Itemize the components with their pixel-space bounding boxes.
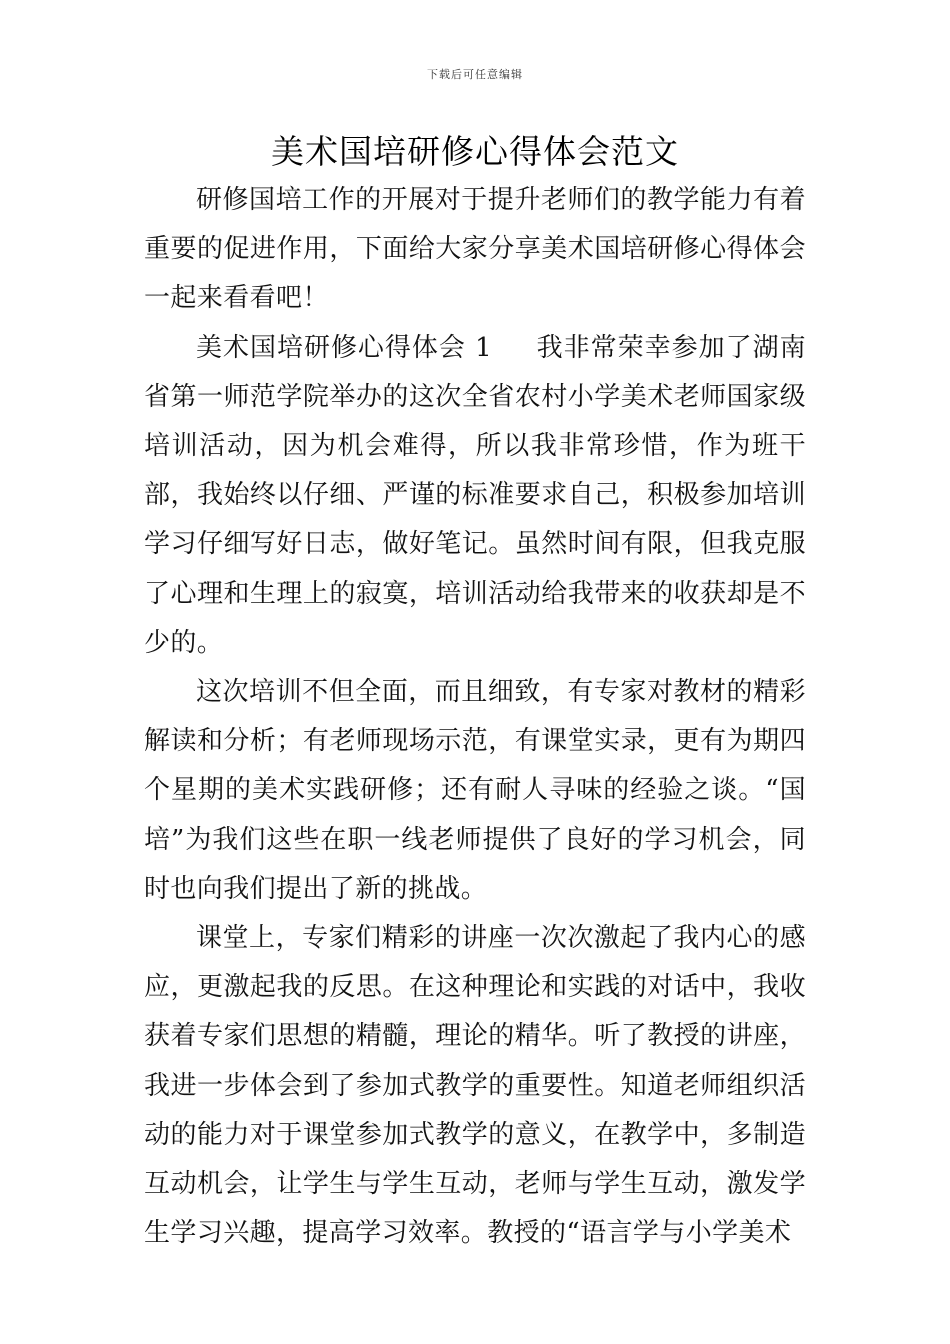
- section-1-paragraph: [144, 324, 806, 668]
- document-body: [144, 176, 806, 1258]
- intro-paragraph: 研修国培工作的开展对于提升老师们的教学能力有着重要的促进作用，下面给大家分享美术国培研修心得体会一起来看看吧！: [144, 185, 806, 314]
- body-paragraph-2: 这次培训不但全面，而且细致，有专家对教材的精彩解读和分析；有老师现场示范，有课堂实录，更有为期四个星期的美术实践研修；还有耐人寻味的经验之谈。“国培”为我们这些在职一线老师提供了良好的学习机会，同时也向我们提出了新的挑战。: [144, 677, 806, 904]
- body-paragraph-3: 课堂上，专家们精彩的讲座一次次激起了我内心的感应，更激起我的反思。在这种理论和实践的对话中，我收获着专家们思想的精髓，理论的精华。听了教授的讲座，我进一步体会到了参加式教学的重要性。知道老师组织活动的能力对于课堂参加式教学的意义，在教学中，多制造互动机会，让学生与学生互动，老师与学生互动，激发学生学习兴趣，提高学习效率。教授的“语言学与小学美术: [144, 923, 806, 1249]
- page-header-note: 下载后可任意编辑: [427, 68, 523, 81]
- section-1-heading: 美术国培研修心得体会 1: [196, 332, 493, 363]
- section-1-text: 我非常荣幸参加了湖南省第一师范学院举办的这次全省农村小学美术老师国家级培训活动，因为机会难得，所以我非常珍惜，作为班干部，我始终以仔细、严谨的标准要求自己，积极参加培训学习仔细写好日志，做好笔记。虽然时间有限，但我克服了心理和生理上的寂寞，培训活动给我带来的收获却是不少的。: [144, 332, 806, 658]
- document-title: 美术国培研修心得体会范文: [271, 132, 679, 171]
